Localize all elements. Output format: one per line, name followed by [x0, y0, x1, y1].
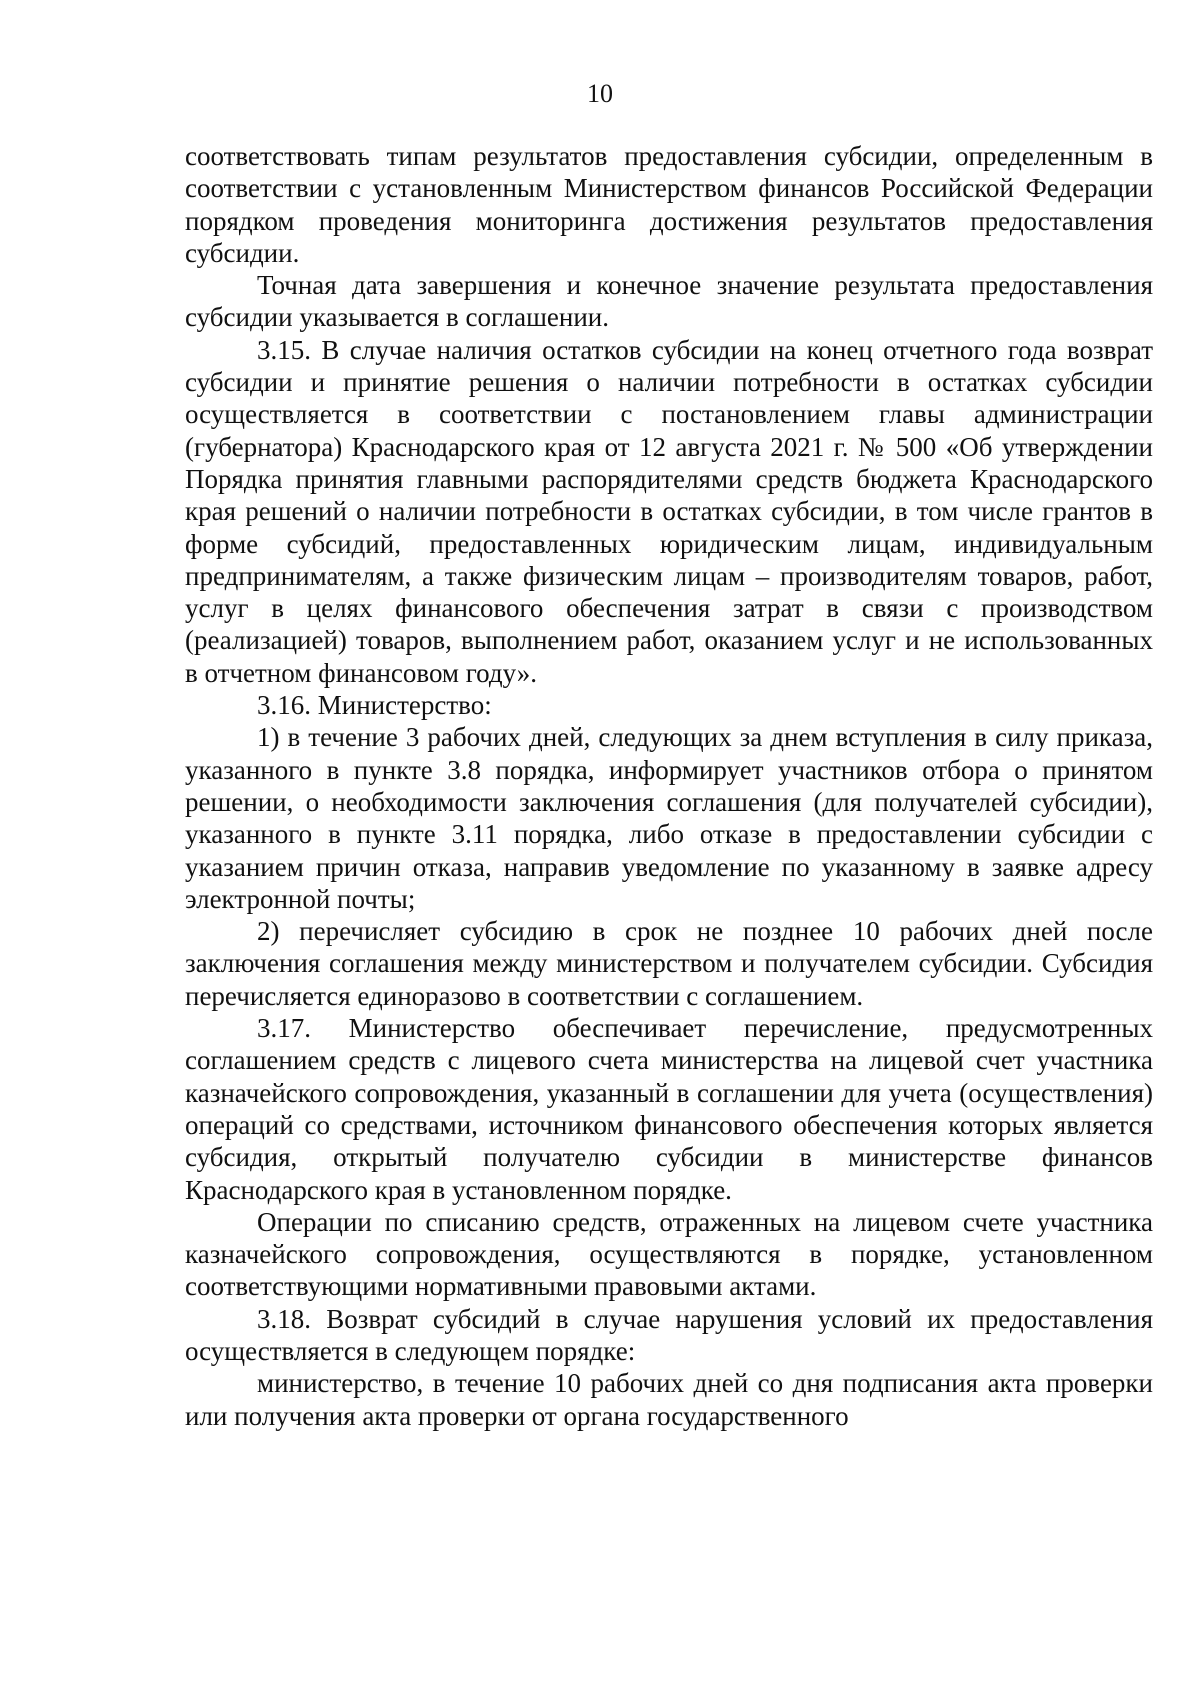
paragraph-results-types: соответствовать типам результатов предоставления субсидии, определенным в соответствии с установленным Министерством финансов Российской Федерации порядком проведения мониторинга достижения результатов предоставления субсидии.	[185, 141, 1153, 268]
paragraph-3-15: 3.15. В случае наличия остатков субсидии на конец отчетного года возврат субсидии и принятие решения о наличии потребности в остатках субсидии осуществляется в соответствии с постановлением главы администрации (губернатора) Краснодарского края от 12 августа 2021 г. № 500 «Об утверждении Порядка принятия главными распорядителями средств бюджета Краснодарского края решений о наличии потребности в остатках субсидии, в том числе грантов в форме субсидий, предоставленных юридическим лицам, индивидуальным предпринимателям, а также физическим лицам – производителям товаров, работ, услуг в целях финансового обеспечения затрат в связи с производством (реализацией) товаров, выполнением работ, оказанием услуг и не использованных в отчетном финансовом году».	[185, 334, 1153, 688]
paragraph-3-17: 3.17. Министерство обеспечивает перечисление, предусмотренных соглашением средств с лицевого счета министерства на лицевой счет участника казначейского сопровождения, указанный в соглашении для учета (осуществления) операций со средствами, источником финансового обеспечения которых является субсидия, открытый получателю субсидии в министерстве финансов Краснодарского края в установленном порядке.	[185, 1013, 1153, 1205]
paragraph-completion-date: Точная дата завершения и конечное значение результата предоставления субсидии указывается в соглашении.	[185, 270, 1153, 333]
paragraph-3-16-heading: 3.16. Министерство:	[257, 690, 492, 721]
paragraph-ministry-return-procedure: министерство, в течение 10 рабочих дней со дня подписания акта проверки или получения акта проверки от органа государственного	[185, 1368, 1153, 1431]
page-number: 10	[587, 79, 613, 108]
paragraph-3-16-item-2: 2) перечисляет субсидию в срок не позднее 10 рабочих дней после заключения соглашения между министерством и получателем субсидии. Субсидия перечисляется единоразово в соответствии с соглашением.	[185, 916, 1153, 1011]
paragraph-write-off-operations: Операции по списанию средств, отраженных на лицевом счете участника казначейского сопровождения, осуществляются в порядке, установленном соответствующими нормативными правовыми актами.	[185, 1206, 1153, 1302]
document-body	[185, 140, 1153, 1432]
paragraph-3-16-item-1: 1) в течение 3 рабочих дней, следующих за днем вступления в силу приказа, указанного в пункте 3.8 порядка, информирует участников отбора о принятом решении, о необходимости заключения соглашения (для получателей субсидии), указанного в пункте 3.11 порядка, либо отказе в предоставлении субсидии с указанием причин отказа, направив уведомление по указанному в заявке адресу электронной почты;	[185, 722, 1153, 914]
paragraph-3-18: 3.18. Возврат субсидий в случае нарушения условий их предоставления осуществляется в следующем порядке:	[185, 1303, 1153, 1366]
